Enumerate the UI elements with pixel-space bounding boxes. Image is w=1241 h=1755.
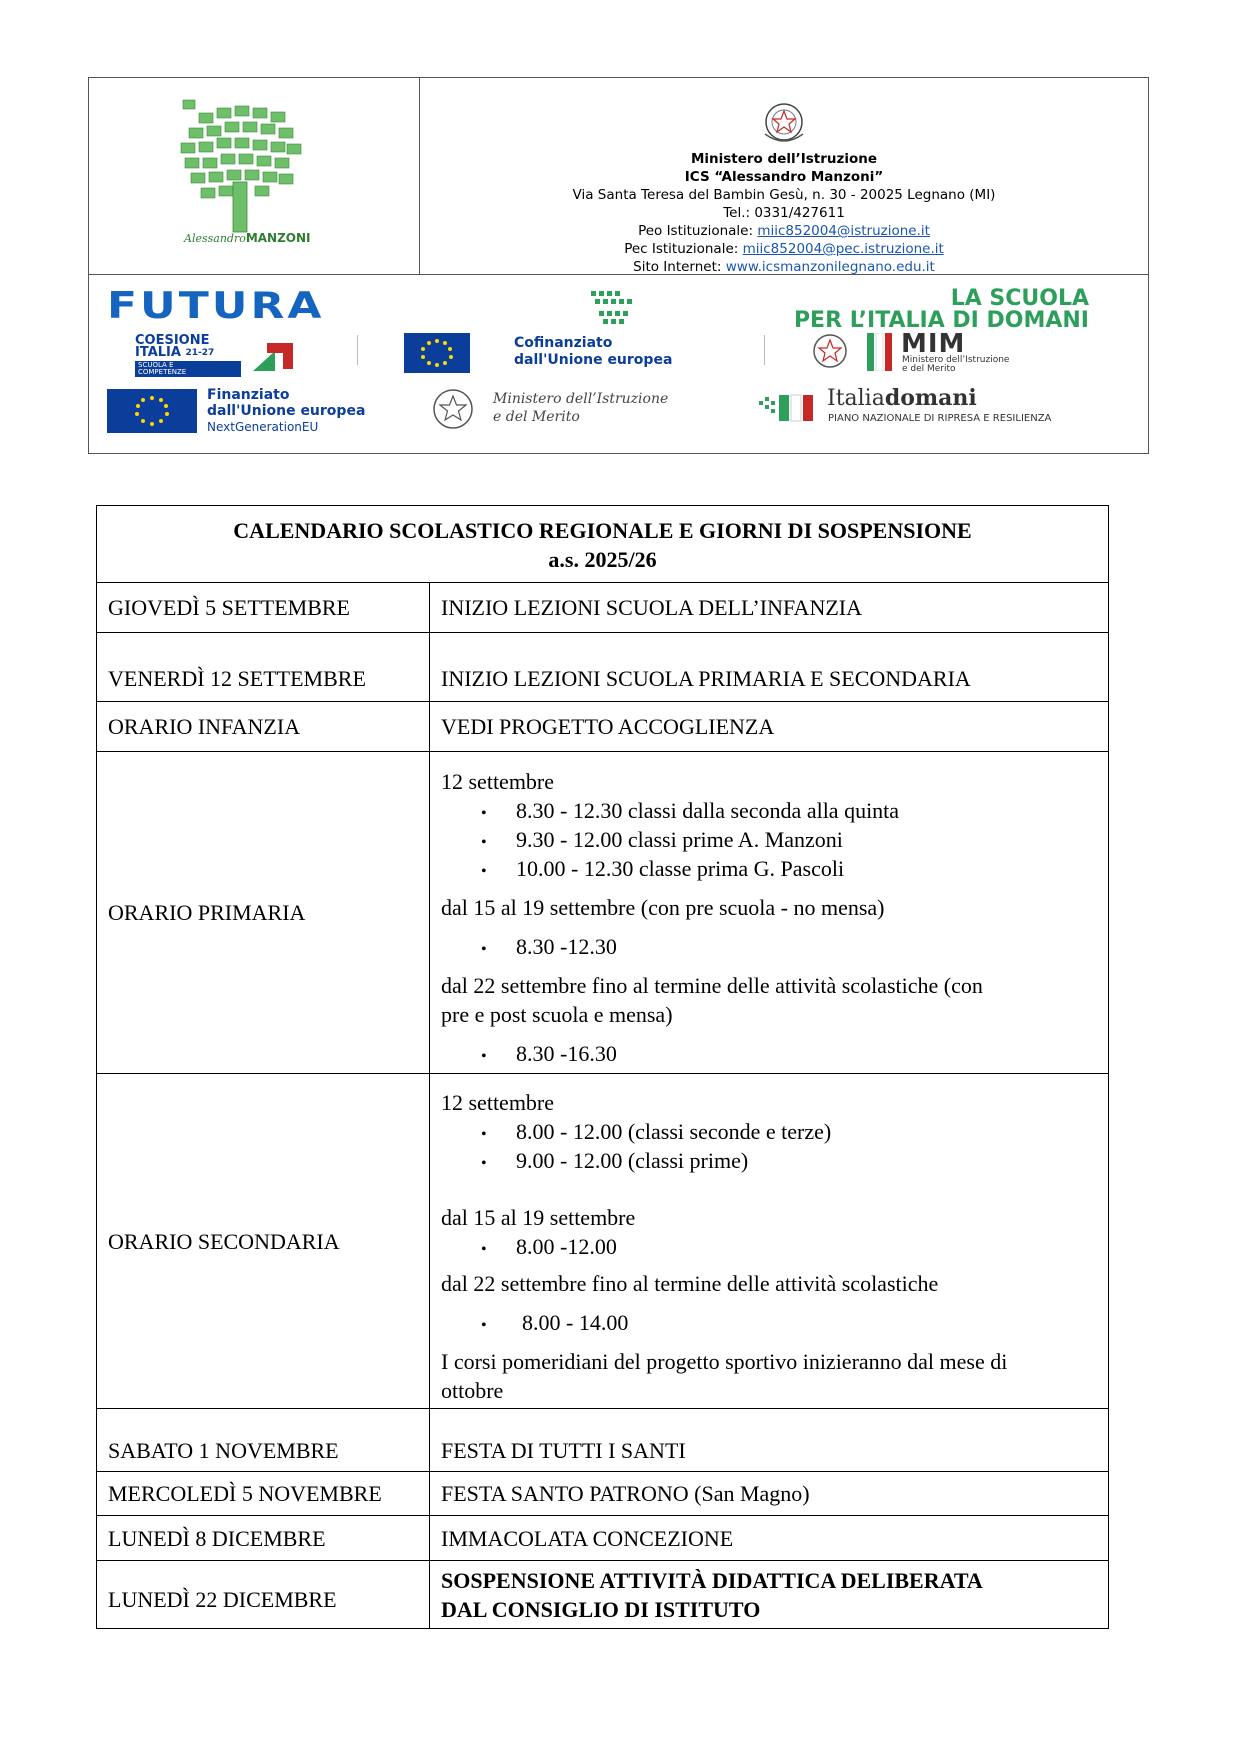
mim-line1: Ministero dell’Istruzione [902, 355, 1010, 365]
table-row [97, 583, 1109, 633]
row-date: ORARIO INFANZIA [97, 702, 430, 752]
primaria-details [430, 752, 1109, 1074]
school-logo [89, 78, 420, 274]
secondaria-bullet: • 8.00 - 14.00 [441, 1308, 1097, 1337]
secondaria-heading-2: dal 15 al 19 settembre [441, 1204, 636, 1230]
school-logo-caption-prefix: Alessandro [184, 232, 246, 245]
cofinanziato-line1: Cofinanziato [514, 335, 613, 351]
pec-email-link[interactable]: miic852004@pec.istruzione.it [742, 241, 944, 257]
coesione-line1: COESIONE [135, 333, 210, 348]
row-date: LUNEDÌ 22 DICEMBRE [97, 1561, 430, 1629]
secondaria-note-1: I corsi pomeridiani del progetto sportivo inizieranno dal mese di [441, 1348, 1008, 1374]
coesione-arrow-icon [253, 337, 297, 371]
pec-line [420, 240, 1148, 258]
secondaria-bullet: • 8.00 -12.00 [441, 1232, 1097, 1261]
coesione-years: 21-27 [185, 348, 215, 358]
la-scuola-slogan [589, 288, 1089, 332]
secondaria-details [430, 1074, 1109, 1409]
eu-flag-icon [404, 333, 470, 373]
primaria-heading-3b: pre e post scuola e mensa) [441, 1002, 673, 1027]
row-date: SABATO 1 NOVEMBRE [97, 1409, 430, 1472]
italian-flag-icon [867, 333, 893, 371]
mim-line2: e del Merito [902, 364, 956, 374]
primaria-heading-1: 12 settembre [441, 769, 555, 794]
finanziato-line2: dall'Unione europea [207, 403, 366, 419]
ministero-script-logo [429, 385, 729, 435]
primaria-bullet: • 8.30 -12.30 [441, 932, 1097, 961]
primaria-heading-3a: dal 22 settembre fino al termine delle attività scolastiche (con [441, 973, 983, 998]
separator [764, 335, 765, 365]
secondaria-bullet: • 9.00 - 12.00 (classi prime) [441, 1146, 1097, 1175]
pec-label: Pec Istituzionale: [624, 241, 739, 257]
futura-logo: FUTURA [107, 285, 325, 327]
letterhead [88, 77, 1149, 454]
row-date: VENERDÌ 12 SETTEMBRE [97, 633, 430, 702]
row-date: LUNEDÌ 8 DICEMBRE [97, 1516, 430, 1561]
row-event: INIZIO LEZIONI SCUOLA PRIMARIA E SECONDARIA [430, 633, 1109, 702]
row-event: FESTA DI TUTTI I SANTI [430, 1409, 1109, 1472]
secondaria-heading-3: dal 22 settembre fino al termine delle attività scolastiche [441, 1270, 939, 1296]
row-event: INIZIO LEZIONI SCUOLA DELL’INFANZIA [430, 583, 1109, 633]
row-event-line1: SOSPENSIONE ATTIVITÀ DIDATTICA DELIBERATA [441, 1567, 983, 1593]
row-event-line2: DAL CONSIGLIO DI ISTITUTO [441, 1596, 761, 1622]
pnrr-text: PIANO NAZIONALE DI RIPRESA E RESILIENZA [828, 413, 1052, 424]
la-scuola-line2: PER L’ITALIA DI DOMANI [793, 308, 1089, 333]
row-date: GIOVEDÌ 5 SETTEMBRE [97, 583, 430, 633]
calendar-title [97, 506, 1109, 583]
school-logo-caption-main: MANZONI [245, 231, 311, 245]
peo-label: Peo Istituzionale: [638, 223, 754, 239]
mim-logo [809, 331, 1129, 375]
table-row [97, 1472, 1109, 1516]
italia-domani-logo [759, 387, 1139, 431]
row-event [430, 1561, 1109, 1629]
coesione-line2: ITALIA [135, 345, 181, 360]
table-row-primaria [97, 752, 1109, 1074]
primaria-bullet: • 10.00 - 12.30 classe prima G. Pascoli [441, 854, 1097, 883]
finanziato-line1: Finanziato [207, 387, 290, 403]
table-row [97, 1409, 1109, 1472]
secondaria-heading-1: 12 settembre [441, 1089, 555, 1115]
row-event: IMMACOLATA CONCEZIONE [430, 1516, 1109, 1561]
cofinanziato-line2: dall'Unione europea [514, 352, 673, 368]
coesione-italia-logo [135, 335, 335, 380]
ministry-name: Ministero dell’Istruzione [690, 151, 878, 167]
primaria-heading-2: dal 15 al 19 settembre (con pre scuola - no mensa) [441, 895, 885, 920]
italia-text: Italia [827, 386, 885, 411]
coesione-sub1: SCUOLA E [138, 361, 174, 369]
calendar-title-line1: CALENDARIO SCOLASTICO REGIONALE E GIORNI DI SOSPENSIONE [233, 518, 972, 543]
table-row [97, 633, 1109, 702]
site-line [420, 258, 1148, 276]
ministero-script-line2: e del Merito [493, 409, 580, 425]
italia-domani-mark-icon [759, 391, 815, 423]
table-row [97, 702, 1109, 752]
domani-text: domani [884, 385, 977, 411]
la-scuola-line1: LA SCUOLA [950, 286, 1089, 311]
row-date: MERCOLEDÌ 5 NOVEMBRE [97, 1472, 430, 1516]
secondaria-bullet: • 8.00 - 12.00 (classi seconde e terze) [441, 1117, 1097, 1146]
italian-emblem-icon [757, 100, 811, 148]
school-info [420, 78, 1148, 274]
primaria-bullet: • 8.30 - 12.30 classi dalla seconda alla quinta [441, 796, 1097, 825]
finanziato-eu-logo [107, 389, 407, 435]
mim-emblem-icon [809, 331, 851, 371]
eu-flag-icon [107, 389, 197, 433]
peo-line [420, 222, 1148, 240]
row-event: VEDI PROGETTO ACCOGLIENZA [430, 702, 1109, 752]
school-name: ICS “Alessandro Manzoni” [684, 169, 884, 185]
school-logo-caption [184, 231, 311, 245]
separator [357, 335, 358, 365]
coesione-sub2: COMPETENZE [138, 368, 187, 376]
italian-emblem-icon [429, 385, 477, 433]
table-row [97, 1516, 1109, 1561]
site-url-link[interactable]: www.icsmanzonilegnano.edu.it [725, 259, 935, 275]
site-label: Sito Internet: [633, 259, 722, 275]
finanziato-line3: NextGenerationEU [207, 420, 319, 434]
school-address: Via Santa Teresa del Bambin Gesù, n. 30 - 20025 Legnano (MI) [572, 187, 996, 203]
primaria-bullet: • 9.30 - 12.00 classi prime A. Manzoni [441, 825, 1097, 854]
calendar-table [96, 505, 1109, 1629]
school-phone: Tel.: 0331/427611 [723, 205, 845, 221]
letterhead-top [89, 78, 1148, 275]
row-date: ORARIO SECONDARIA [97, 1074, 430, 1409]
row-event: FESTA SANTO PATRONO (San Magno) [430, 1472, 1109, 1516]
secondaria-note-2: ottobre [441, 1377, 504, 1403]
calendar-title-line2: a.s. 2025/26 [548, 547, 657, 572]
cofinanziato-eu-logo [404, 333, 724, 373]
table-row-secondaria [97, 1074, 1109, 1409]
primaria-bullet: • 8.30 -16.30 [441, 1039, 1097, 1068]
funding-banner [89, 275, 1148, 455]
row-date: ORARIO PRIMARIA [97, 752, 430, 1074]
ministero-script-line1: Ministero dell’Istruzione [493, 391, 669, 407]
peo-email-link[interactable]: miic852004@istruzione.it [757, 223, 930, 239]
table-row [97, 1561, 1109, 1629]
mim-acronym: MIM [901, 329, 966, 359]
calendar-title-row [97, 506, 1109, 583]
